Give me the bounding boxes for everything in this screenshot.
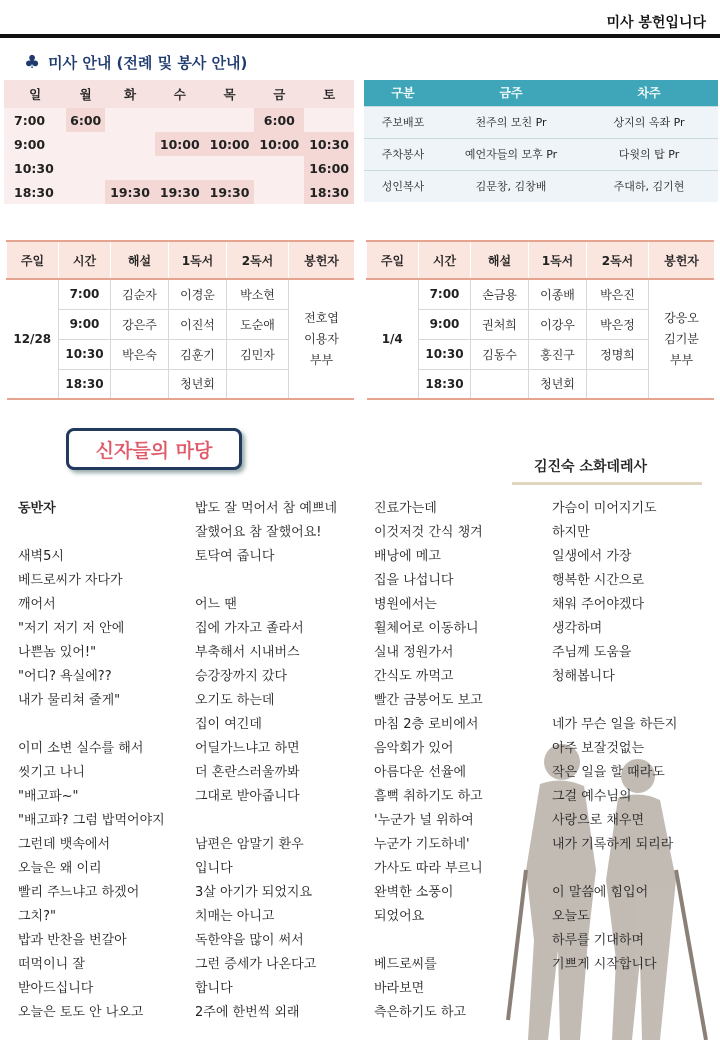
reader-cell: 권처희: [471, 309, 529, 339]
poem-line: 내가 물리쳐 줄게": [18, 693, 121, 708]
reader-row: [7, 279, 355, 309]
poem-line: 밥도 잘 먹어서 참 예쁘네: [195, 501, 338, 516]
poem-line: 그대로 받아줍니다: [195, 789, 300, 804]
reader-date: 1/4: [367, 279, 419, 399]
poem-line: 네가 무슨 일을 하든지: [552, 717, 678, 732]
mass-time: [254, 180, 304, 204]
poem-line: 이 말씀에 힘입어: [552, 885, 649, 900]
poem-line: 휠체어로 이동하니: [374, 621, 479, 636]
reader-header: 시간: [419, 241, 471, 279]
reader-header-row: [367, 241, 715, 279]
service-header: 금주: [442, 80, 580, 106]
mass-time: 19:30: [155, 180, 205, 204]
mass-time: [66, 156, 105, 180]
poem-line: 작은 일을 할 때라도: [552, 765, 665, 780]
poem-line: "어디? 욕실에??: [18, 669, 112, 684]
reader-cell: 박은숙: [111, 339, 169, 369]
mass-time: 6:00: [254, 108, 304, 132]
poem-line: [552, 860, 720, 884]
reader-header: 1독서: [169, 241, 227, 279]
poem-author: 김진숙 소화데레사: [534, 459, 648, 475]
service-row: [364, 106, 718, 138]
service-cell: 다윗의 탑 Pr: [580, 138, 718, 170]
reader-header: 2독서: [227, 241, 289, 279]
day-cell: 목: [205, 80, 255, 108]
poem-line: 행복한 시간으로: [552, 573, 645, 588]
mass-time: 10:00: [254, 132, 304, 156]
day-cell: 화: [105, 80, 155, 108]
poem-line: 입니다: [195, 861, 233, 876]
page-header: [0, 0, 720, 38]
poem-line: "배고파? 그럼 밥먹어야지: [18, 813, 165, 828]
sponsor-line: 강응오: [664, 310, 699, 325]
reader-cell: 이진석: [169, 309, 227, 339]
poem-line: '누군가 널 위하여: [374, 813, 474, 828]
poem-line: [552, 1004, 720, 1028]
poem-line: 가슴이 미어지기도: [552, 501, 657, 516]
poem-title: 동반자: [18, 501, 56, 516]
poem-line: 잘했어요 참 잘했어요!: [195, 525, 322, 540]
service-table: [364, 80, 718, 202]
poem-line: 주님께 도움을: [552, 645, 632, 660]
reader-time: 7:00: [59, 279, 111, 309]
poem-line: 누군가 기도하네': [374, 837, 470, 852]
service-cell: 주대하, 김기현: [580, 170, 718, 202]
mass-time-row: [4, 132, 354, 156]
mass-time: 10:30: [14, 160, 54, 176]
poem-line: 집을 나섭니다: [374, 573, 454, 588]
reader-table-2: [366, 240, 714, 400]
poem-line: 병원에서는: [374, 597, 437, 612]
reader-cell: 청년회: [169, 369, 227, 399]
reader-time: 18:30: [419, 369, 471, 399]
mass-days-row: [4, 80, 354, 108]
reader-cell: [587, 369, 649, 399]
mass-time: 10:00: [205, 132, 255, 156]
poem-column-1: [18, 500, 194, 1028]
reader-time: 9:00: [419, 309, 471, 339]
poem-line: 음악회가 있어: [374, 741, 454, 756]
mass-time: [205, 108, 255, 132]
sponsor-line: 부부: [309, 352, 334, 367]
poem-line: 완벽한 소풍이: [374, 885, 454, 900]
mass-time: [66, 180, 105, 204]
mass-time-row: [4, 156, 354, 180]
poem-line: 측은하기도 하고: [374, 1005, 467, 1020]
sponsor-line: 전호엽: [304, 310, 339, 325]
poem-line: 빨리 주느냐고 하겠어: [18, 885, 140, 900]
reader-time: 7:00: [419, 279, 471, 309]
poem-line: 씻기고 나니: [18, 765, 85, 780]
reader-header: 1독서: [529, 241, 587, 279]
poem-line: "저기 저기 저 안에: [18, 621, 125, 636]
poem-line: 하지만: [552, 525, 590, 540]
mass-time: 19:30: [105, 180, 155, 204]
poem-line: 치매는 아니고: [195, 909, 275, 924]
mass-time: [105, 132, 155, 156]
day-cell: 일: [4, 80, 66, 108]
poem-line: 빨간 금붕어도 보고: [374, 693, 483, 708]
poem-column-3: [374, 500, 550, 1028]
poem-line: 깨어서: [18, 597, 56, 612]
reader-cell: 김순자: [111, 279, 169, 309]
day-cell: 금: [254, 80, 304, 108]
mass-time: [105, 156, 155, 180]
day-cell: 월: [66, 80, 105, 108]
poem-line: 승강장까지 갔다: [195, 669, 288, 684]
poem-line: 청해봅니다: [552, 669, 615, 684]
poem-line: 집에 가자고 졸라서: [195, 621, 304, 636]
poem-line: 오늘은 토도 안 나오고: [18, 1005, 144, 1020]
reader-header: 주일: [367, 241, 419, 279]
mass-time: [66, 132, 105, 156]
poem-line: 집이 여긴데: [195, 717, 262, 732]
mass-time: [304, 108, 354, 132]
poem-line: 부축해서 시내버스: [195, 645, 300, 660]
poem-line: 이것저것 간식 챙겨: [374, 525, 483, 540]
poem-line: 바라보면: [374, 981, 425, 996]
poem-line: 어느 땐: [195, 597, 237, 612]
poem-line: [18, 716, 194, 740]
reader-cell: 이강우: [529, 309, 587, 339]
mass-time: 9:00: [14, 136, 46, 152]
poem-line: 오늘도: [552, 909, 590, 924]
mass-time: 6:00: [66, 108, 105, 132]
mass-time: 18:30: [304, 180, 354, 204]
poem-line: 그런 증세가 나온다고: [195, 957, 317, 972]
reader-cell: 도순애: [227, 309, 289, 339]
mass-time: 16:00: [304, 156, 354, 180]
mass-time: [155, 156, 205, 180]
poem-column-2: [195, 500, 371, 1028]
reader-row: [367, 279, 715, 309]
poem-line: [552, 980, 720, 1004]
mass-time: 19:30: [205, 180, 255, 204]
poem-line: 아름다운 선율에: [374, 765, 467, 780]
reader-table-1: [6, 240, 354, 400]
day-cell: 토: [304, 80, 354, 108]
mass-time: [105, 108, 155, 132]
poem-line: 합니다: [195, 981, 233, 996]
service-header-row: [364, 80, 718, 106]
reader-cell: [471, 369, 529, 399]
poem-line: 받아드십니다: [18, 981, 94, 996]
reader-cell: 김민자: [227, 339, 289, 369]
reader-date: 12/28: [7, 279, 59, 399]
service-cell: 주보배포: [364, 106, 442, 138]
poem-line: 생각하며: [552, 621, 603, 636]
mass-section-heading: [24, 52, 247, 73]
poem-line: [552, 692, 720, 716]
poem-line: 내가 기록하게 되리라: [552, 837, 674, 852]
poem-line: 배낭에 메고: [374, 549, 441, 564]
reader-header: 2독서: [587, 241, 649, 279]
poem-line: 오기도 하는데: [195, 693, 275, 708]
poem-line: 새벽5시: [18, 549, 64, 564]
corner-title: 신자들의 마당: [95, 439, 213, 462]
poem-line: 남편은 암말기 환우: [195, 837, 304, 852]
reader-cell: 이경운: [169, 279, 227, 309]
reader-sponsor: [649, 279, 715, 399]
mass-time: 10:00: [155, 132, 205, 156]
poem-line: 떠먹이니 잘: [18, 957, 85, 972]
author-rule: [512, 482, 702, 485]
mass-time: 10:30: [304, 132, 354, 156]
service-cell: 성인복사: [364, 170, 442, 202]
poem-line: 그치?": [18, 909, 56, 924]
poem-line: 베드로씨를: [374, 957, 437, 972]
poem-line: 밥과 반찬을 번갈아: [18, 933, 127, 948]
poem-line: 독한약을 많이 써서: [195, 933, 304, 948]
reader-cell: [227, 369, 289, 399]
service-header: 차주: [580, 80, 718, 106]
reader-cell: 박은정: [587, 309, 649, 339]
service-row: [364, 170, 718, 202]
poem-line: 마침 2층 로비에서: [374, 717, 479, 732]
poem-line: 이미 소변 실수를 해서: [18, 741, 144, 756]
reader-cell: 손금용: [471, 279, 529, 309]
mass-schedule: [4, 80, 354, 204]
mass-time: 18:30: [14, 184, 54, 200]
poem-line: [18, 524, 194, 548]
poem-line: 일생에서 가장: [552, 549, 632, 564]
sponsor-line: 김기분: [664, 331, 699, 346]
reader-header: 봉헌자: [289, 241, 355, 279]
service-cell: 주차봉사: [364, 138, 442, 170]
poem-line: 사랑으로 채우면: [552, 813, 645, 828]
reader-sponsor: [289, 279, 355, 399]
poem-line: 3살 아기가 되었지요: [195, 885, 312, 900]
poem-line: 채워 주어야겠다: [552, 597, 645, 612]
mass-time-row: [4, 180, 354, 204]
reader-cell: 강은주: [111, 309, 169, 339]
poem-line: 나쁜놈 있어!": [18, 645, 97, 660]
reader-cell: 김훈기: [169, 339, 227, 369]
poem-line: 아주 보잘것없는: [552, 741, 645, 756]
poem-line: "배고파~": [18, 789, 79, 804]
poem-line: [374, 932, 550, 956]
service-cell: 예언자들의 모후 Pr: [442, 138, 580, 170]
reader-cell: 이종배: [529, 279, 587, 309]
service-cell: 천주의 모친 Pr: [442, 106, 580, 138]
header-rule: [0, 34, 720, 38]
mass-schedule-table: [4, 80, 354, 204]
mass-time: [155, 108, 205, 132]
service-cell: 상지의 옥좌 Pr: [580, 106, 718, 138]
reader-time: 9:00: [59, 309, 111, 339]
reader-cell: 청년회: [529, 369, 587, 399]
mass-time: [254, 156, 304, 180]
poem-line: 되었어요: [374, 909, 425, 924]
mass-time: [205, 156, 255, 180]
reader-cell: 박은진: [587, 279, 649, 309]
poem-line: 어딜가느냐고 하면: [195, 741, 300, 756]
service-cell: 김문창, 김창배: [442, 170, 580, 202]
reader-cell: 박소현: [227, 279, 289, 309]
poem-line: 하루를 기대하며: [552, 933, 645, 948]
poem-line: 그걸 예수님의: [552, 789, 632, 804]
poem-column-4: [552, 500, 720, 1028]
poem-line: 진료가는데: [374, 501, 437, 516]
mass-time-row: [4, 108, 354, 132]
poem-line: 실내 정원가서: [374, 645, 454, 660]
poem-line: 기쁘게 시작합니다: [552, 957, 657, 972]
reader-header: 봉헌자: [649, 241, 715, 279]
poem-line: 더 혼란스러울까봐: [195, 765, 300, 780]
corner-title-box: [66, 428, 242, 470]
poem-line: 간식도 까먹고: [374, 669, 454, 684]
sponsor-line: 이용자: [304, 331, 339, 346]
reader-time: 10:30: [59, 339, 111, 369]
page-title: 미사 봉헌입니다: [606, 15, 706, 31]
service-header: 구분: [364, 80, 442, 106]
reader-cell: 정명희: [587, 339, 649, 369]
sponsor-line: 부부: [669, 352, 694, 367]
poem-line: 흠뻑 취하기도 하고: [374, 789, 483, 804]
poem-line: 2주에 한번씩 외래: [195, 1005, 300, 1020]
reader-header: 시간: [59, 241, 111, 279]
reader-cell: [111, 369, 169, 399]
reader-time: 10:30: [419, 339, 471, 369]
club-icon: ♣: [24, 52, 41, 73]
mass-time: 7:00: [14, 112, 46, 128]
poem-line: [195, 572, 371, 596]
reader-header: 주일: [7, 241, 59, 279]
reader-header: 해설: [111, 241, 169, 279]
reader-header: 해설: [471, 241, 529, 279]
poem-line: 오늘은 왜 이리: [18, 861, 102, 876]
reader-cell: 김동수: [471, 339, 529, 369]
reader-time: 18:30: [59, 369, 111, 399]
poem-line: 그런데 뱃속에서: [18, 837, 111, 852]
poem-line: 베드로씨가 자다가: [18, 573, 123, 588]
poem-line: [195, 812, 371, 836]
day-cell: 수: [155, 80, 205, 108]
poem-line: 토닥여 줍니다: [195, 549, 275, 564]
poem-line: 가사도 따라 부르니: [374, 861, 483, 876]
reader-cell: 홍진구: [529, 339, 587, 369]
reader-header-row: [7, 241, 355, 279]
service-row: [364, 138, 718, 170]
mass-section-title: 미사 안내 (전례 및 봉사 안내): [48, 54, 248, 72]
